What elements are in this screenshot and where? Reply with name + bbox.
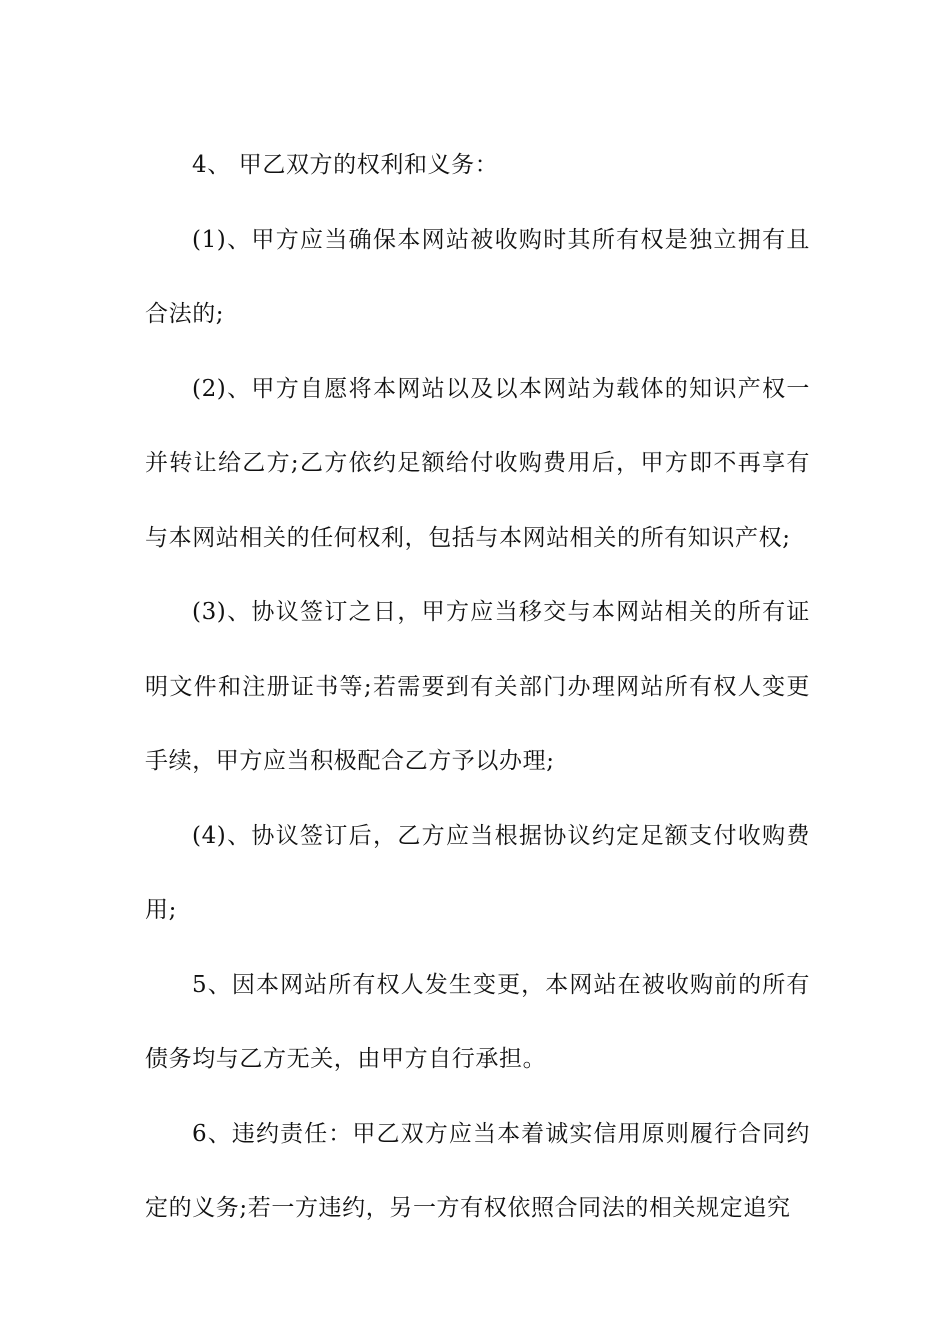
clause-4-1: (1)、甲方应当确保本网站被收购时其所有权是独立拥有且合法的; xyxy=(145,226,810,327)
clause-4-2: (2)、甲方自愿将本网站以及以本网站为载体的知识产权一并转让给乙方;乙方依约足额给付收购费用后，甲方即不再享有与本网站相关的任何权利，包括与本网站相关的所有知识产权; xyxy=(145,375,810,551)
clause-4-4: (4)、协议签订后，乙方应当根据协议约定足额支付收购费用; xyxy=(145,822,810,923)
section-5-paragraph: 5、因本网站所有权人发生变更，本网站在被收购前的所有债务均与乙方无关，由甲方自行承担。 xyxy=(145,971,810,1072)
section-4-heading: 4、 甲乙双方的权利和义务： xyxy=(192,152,499,178)
section-6-paragraph: 6、违约责任：甲乙双方应当本着诚实信用原则履行合同约定的义务;若一方违约，另一方有权依照合同法的相关规定追究 xyxy=(145,1120,810,1221)
document-body xyxy=(145,128,810,1246)
clause-4-3: (3)、协议签订之日，甲方应当移交与本网站相关的所有证明文件和注册证书等;若需要到有关部门办理网站所有权人变更手续，甲方应当积极配合乙方予以办理; xyxy=(145,599,810,774)
